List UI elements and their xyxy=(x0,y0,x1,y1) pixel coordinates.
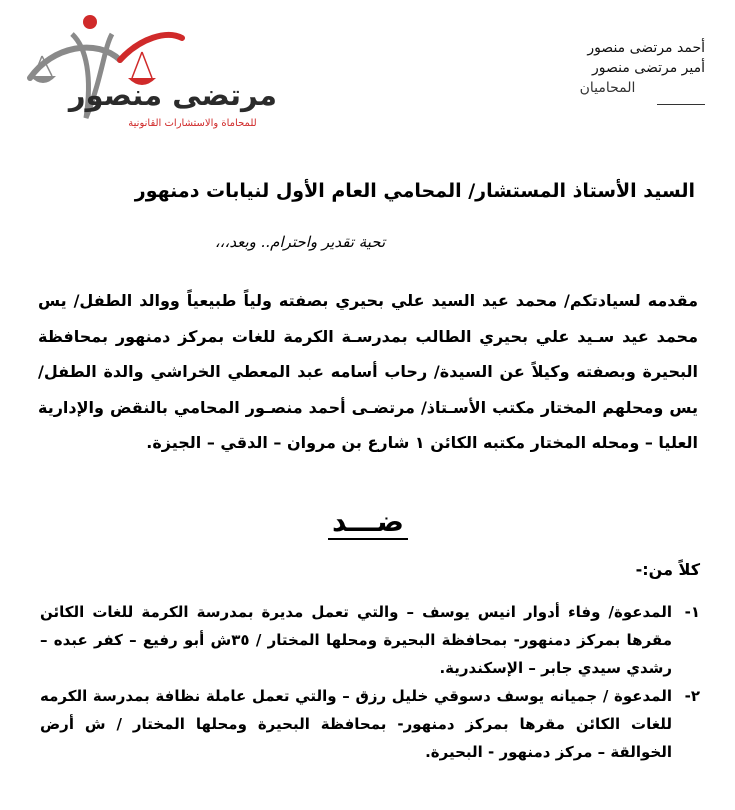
against-underline xyxy=(328,538,408,540)
lawyers-block xyxy=(545,38,705,105)
lawyers-divider xyxy=(657,104,705,105)
defendant-text: المدعوة/ وفاء أدوار انيس يوسف – والتي تعمل مديرة بمدرسة الكرمة للغات الكائن مقرها بمركز دمنهور- بمحافظة البحيرة ومحلها المختار / ٣٥ش أبو رفيع – كفر عبده – رشدي سيدي جابر – الإسكندرية. xyxy=(40,603,672,677)
addressee-heading: السيد الأستاذ المستشار/ المحامي العام الأول لنيابات دمنهور xyxy=(134,180,695,202)
petition-body: مقدمه لسيادتكم/ محمد عيد السيد علي بحيري بصفته ولياً طبيعياً ووالد الطفل/ يس محمد عيد سـيد علي بحيري الطالب بمدرسـة الكرمة للغات بمركز دمنهور بمحافظة البحيرة وبصفته وكيلاً عن السيدة/ رحاب أسامه عبد المعطي الخراشي والدة الطفل/ يس ومحلهم المختار مكتب الأسـتاذ/ مرتضـى أحمد منصـور المحامي بالنقض والإدارية العليا – ومحله المختار مكتبه الكائن ١ شارع بن مروان – الدقي – الجيزة. xyxy=(38,291,698,452)
firm-logo xyxy=(12,8,277,138)
defendant-item xyxy=(40,598,700,682)
lawyer-name-1: أحمد مرتضى منصور xyxy=(587,40,705,56)
logo-subtitle: للمحاماة والاستشارات القانونية xyxy=(128,118,257,129)
lawyers-title: المحاميان xyxy=(579,80,636,96)
defendant-text: المدعوة / جميانه يوسف دسوقي خليل رزق – والتي تعمل عاملة نظافة بمدرسة الكرمه للغات الكائن مقرها بمركز دمنهور- بمحافظة البحيرة ومحلها المختار / ش أرض الخوالقة – مركز دمنهور - البحيرة. xyxy=(40,687,672,761)
greeting-line: تحية تقدير واحترام.. وبعد،،، xyxy=(214,233,386,251)
lawyer-name-2: أمير مرتضى منصور xyxy=(591,60,705,76)
defendant-number: ٢- xyxy=(684,687,700,705)
defendant-item xyxy=(40,682,700,766)
against-heading: ضـــد xyxy=(332,505,404,538)
defendants-list xyxy=(40,598,700,766)
defendant-number: ١- xyxy=(684,603,700,621)
logo-title: مرتضى منصور xyxy=(68,78,277,112)
all-of-label: كلاً من:- xyxy=(635,560,700,579)
